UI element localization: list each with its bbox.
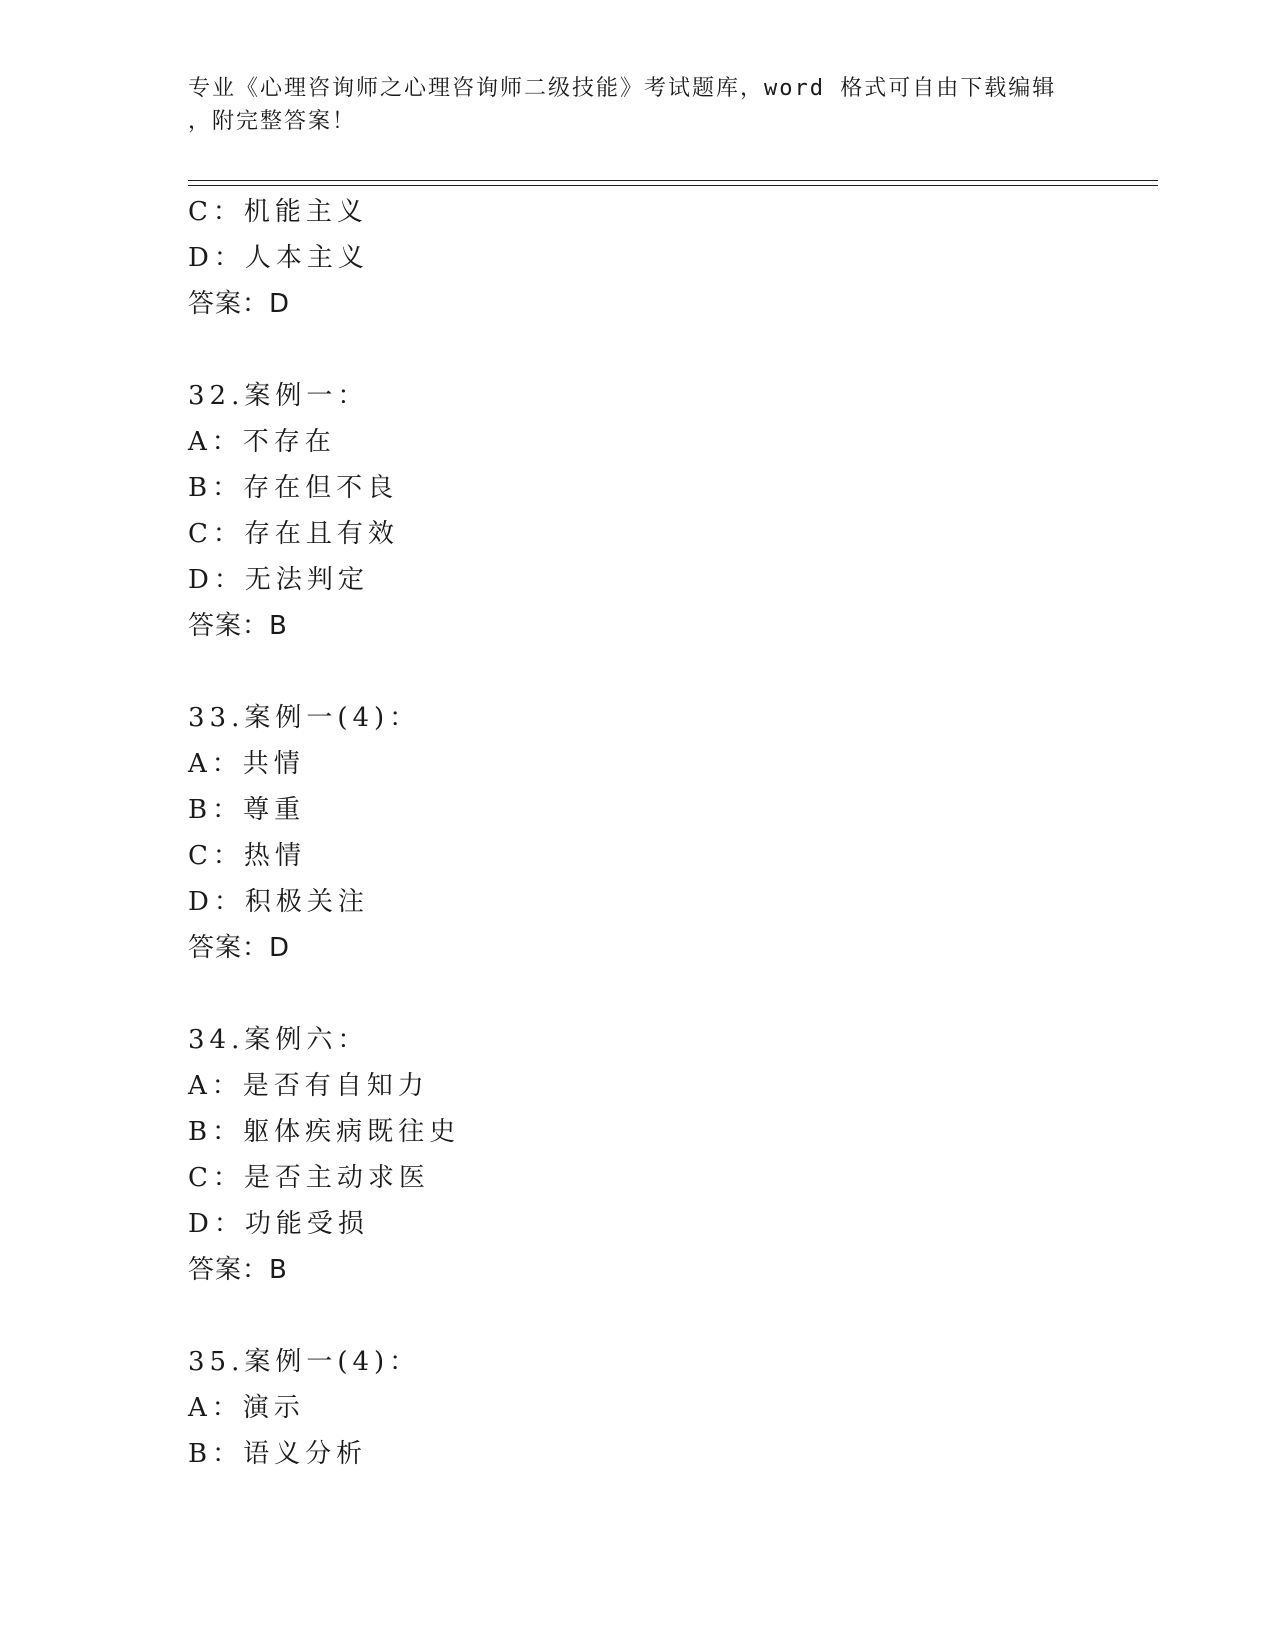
- option-c: C：是否主动求医: [188, 1163, 430, 1193]
- option-c: C：存在且有效: [188, 519, 399, 549]
- header-rule-bottom: [188, 185, 1158, 186]
- question-32: [188, 373, 1158, 649]
- question-title: 34.案例六：: [188, 1025, 369, 1055]
- option-b: B：尊重: [188, 795, 306, 825]
- header-line-1: 专业《心理咨询师之心理咨询师二级技能》考试题库，word 格式可自由下载编辑: [188, 76, 1057, 101]
- option-d: D：功能受损: [188, 1209, 369, 1239]
- option-b: B：语义分析: [188, 1439, 368, 1469]
- question-33: [188, 695, 1158, 971]
- question-35: [188, 1339, 1158, 1477]
- option-a: A：是否有自知力: [188, 1071, 429, 1101]
- answer-line: 答案：D: [188, 289, 291, 319]
- question-title: 35.案例一(4)：: [188, 1347, 421, 1377]
- option-b: B：躯体疾病既往史: [188, 1117, 461, 1147]
- option-a: A：演示: [188, 1393, 305, 1423]
- option-c: C：热情: [188, 841, 306, 871]
- option-a: A：共情: [188, 749, 305, 779]
- answer-line: 答案：B: [188, 1255, 288, 1285]
- question-34: [188, 1017, 1158, 1293]
- answer-line: 答案：B: [188, 611, 288, 641]
- question-title: 33.案例一(4)：: [188, 703, 421, 733]
- document-header: [188, 72, 1078, 138]
- option-d: D：无法判定: [188, 565, 369, 595]
- option-a: A：不存在: [188, 427, 336, 457]
- prev-question: [188, 189, 1158, 327]
- question-title: 32.案例一：: [188, 381, 369, 411]
- option-c: C：机能主义: [188, 197, 368, 227]
- option-b: B：存在但不良: [188, 473, 399, 503]
- header-line-2: ，附完整答案！: [188, 109, 357, 134]
- header-rule-top: [188, 180, 1158, 181]
- answer-line: 答案：D: [188, 933, 291, 963]
- option-d: D：积极关注: [188, 887, 369, 917]
- option-d: D：人本主义: [188, 243, 369, 273]
- question-list: [188, 189, 1158, 1477]
